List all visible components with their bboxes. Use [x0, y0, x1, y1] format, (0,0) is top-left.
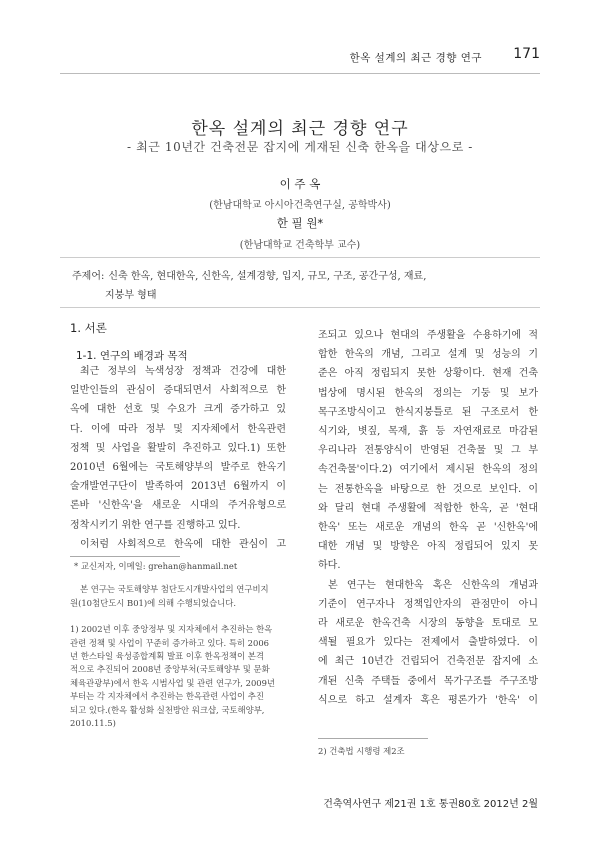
keywords-block: [72, 267, 472, 305]
body-line: 일반인들의 관심이 증대되면서 사회적으로 한: [70, 385, 286, 397]
body-line: 이처럼 사회적으로 한옥에 대한 관심이 고: [80, 538, 286, 550]
footnote-2: 2) 건축법 시행령 제2조: [318, 746, 405, 756]
author-2-name: 한 필 원*: [276, 216, 324, 230]
body-line: 에 최근 10년간 건립되어 건축전문 잡지에 소: [318, 656, 538, 668]
body-line: 대한 개념 및 방향은 아직 정립되어 있지 못: [318, 541, 538, 553]
body-line: 식으로 하고 설계자 혹은 평론가가 '한옥' 이: [318, 694, 538, 706]
funding-note-line: 본 연구는 국토해양부 첨단도시개발사업의 연구비지: [80, 584, 269, 595]
author-2-affiliation: (한남대학교 건축학부 교수): [239, 240, 361, 251]
right-column: [318, 326, 538, 710]
body-line: 최근 정부의 녹색성장 정책과 건강에 대한: [80, 366, 286, 377]
footnote-1-line: 부터는 각 지자체에서 추진하는 한옥관련 사업이 추진: [70, 691, 264, 702]
author-1-name: 이 주 옥: [279, 177, 321, 191]
keywords-bottom-rule: [60, 307, 540, 308]
body-line: 2010년 6월에는 국토해양부의 발주로 한옥기: [70, 462, 286, 474]
body-line: 와 달리 현대 주생활에 적합한 한옥, 곧 '현대: [318, 502, 538, 514]
section-heading: 1. 서론: [70, 321, 107, 335]
footnote-1-line: 년 한스타일 육성종합계획 발표 이후 한옥정책이 본격: [70, 651, 264, 662]
body-line: 합한 한옥의 개념, 그리고 설계 및 성능의 기: [318, 349, 538, 361]
keywords-top-rule: [60, 257, 540, 258]
footnote-1-line: 1) 2002년 이후 중앙정부 및 지자체에서 추진하는 한옥: [70, 624, 273, 635]
footnote-1-line: 되고 있다.(한옥 활성화 실천방안 워크샵, 국토해양부,: [70, 704, 265, 715]
paper-subtitle: - 최근 10년간 건축전문 잡지에 게재된 신축 한옥을 대상으로 -: [127, 140, 473, 154]
body-line: 한옥' 또는 새로운 개념의 한옥 곧 '신한옥'에: [318, 522, 538, 534]
left-column: [70, 362, 286, 554]
footnote-rule-left: [70, 556, 180, 557]
paper-title: 한옥 설계의 최근 경향 연구: [191, 119, 409, 139]
body-line: 정책 및 사업을 활발히 추진하고 있다.1) 또한: [70, 442, 286, 454]
body-line: 옥에 대한 선호 및 수요가 크게 증가하고 있: [70, 404, 286, 416]
keywords-line-2: 지붕부 형태: [105, 290, 157, 301]
body-line: 법상에 명시된 한옥의 정의는 기둥 및 보가: [318, 387, 538, 399]
body-line: 기준이 연구자나 정책입안자의 관점만이 아니: [318, 598, 538, 610]
body-line: 식기와, 볏짚, 목재, 흙 등 자연재료로 마감된: [318, 426, 538, 438]
body-line: 개된 신축 주택들 중에서 목가구조를 주구조방: [318, 675, 538, 687]
keywords-label: 주제어:: [72, 271, 105, 282]
footnote-rule-right: [318, 738, 428, 739]
header-rule: [60, 73, 540, 74]
subsection-heading: 1-1. 연구의 배경과 목적: [76, 350, 188, 362]
body-line: 본 연구는 현대한옥 혹은 신한옥의 개념과: [328, 579, 538, 591]
body-line: 라 새로운 한옥건축 시장의 동향을 토대로 모: [318, 618, 538, 630]
footnote-1-line: 2010.11.5): [70, 718, 116, 729]
journal-footer: 건축역사연구 제21권 1호 통권80호 2012년 2월: [323, 799, 538, 810]
footnote-1-line: 체육관광부)에서 한옥 시범사업 및 관련 연구가, 2009년: [70, 677, 276, 688]
corresponding-author-note: * 교신저자, 이메일: grehan@hanmail.net: [74, 561, 238, 571]
body-line: 조되고 있으나 현대의 주생활을 수용하기에 적: [318, 330, 538, 341]
body-line: 우리나라 전통양식이 반영된 건축물 및 그 부: [318, 445, 538, 457]
funding-note-line: 원(10첨단도시 B01)에 의해 수행되었습니다.: [70, 597, 237, 608]
body-line: 목구조방식이고 한식지붕틀로 된 구조로서 한: [318, 406, 538, 418]
body-line: 론바 '신한옥'을 새로운 시대의 주거유형으로: [70, 500, 286, 512]
body-line: 정착시키기 위한 연구를 진행하고 있다.: [70, 519, 241, 531]
footnote-1-line: 관련 정책 및 사업이 꾸준히 증가하고 있다. 특히 2006: [70, 637, 269, 648]
keywords-line-1: 신축 한옥, 현대한옥, 신한옥, 설계경향, 입지, 규모, 구조, 공간구성, 재료,: [108, 271, 427, 282]
body-line: 하다.: [318, 560, 341, 572]
body-line: 준은 아직 정립되지 못한 상황이다. 현재 건축: [318, 368, 538, 380]
body-line: 는 전통한옥을 바탕으로 한 것으로 보인다. 이: [318, 483, 538, 495]
author-1-affiliation: (한남대학교 아시아건축연구실, 공학박사): [209, 200, 391, 211]
page-number: 171: [513, 46, 540, 62]
body-line: 속건축물'이다.2) 여기에서 제시된 한옥의 정의: [318, 464, 538, 476]
body-line: 색될 필요가 있다는 전제에서 출발하였다. 이: [318, 637, 538, 649]
footnote-1-line: 적으로 추진되어 2008년 중앙부처(국토해양부 및 문화: [70, 664, 270, 675]
body-line: 술개발연구단이 발족하여 2013년 6월까지 이: [70, 481, 286, 493]
body-line: 다. 이에 따라 정부 및 지자체에서 한옥관련: [70, 423, 286, 435]
left-footnotes: [70, 560, 286, 730]
running-head: 한옥 설계의 최근 경향 연구: [349, 52, 482, 64]
